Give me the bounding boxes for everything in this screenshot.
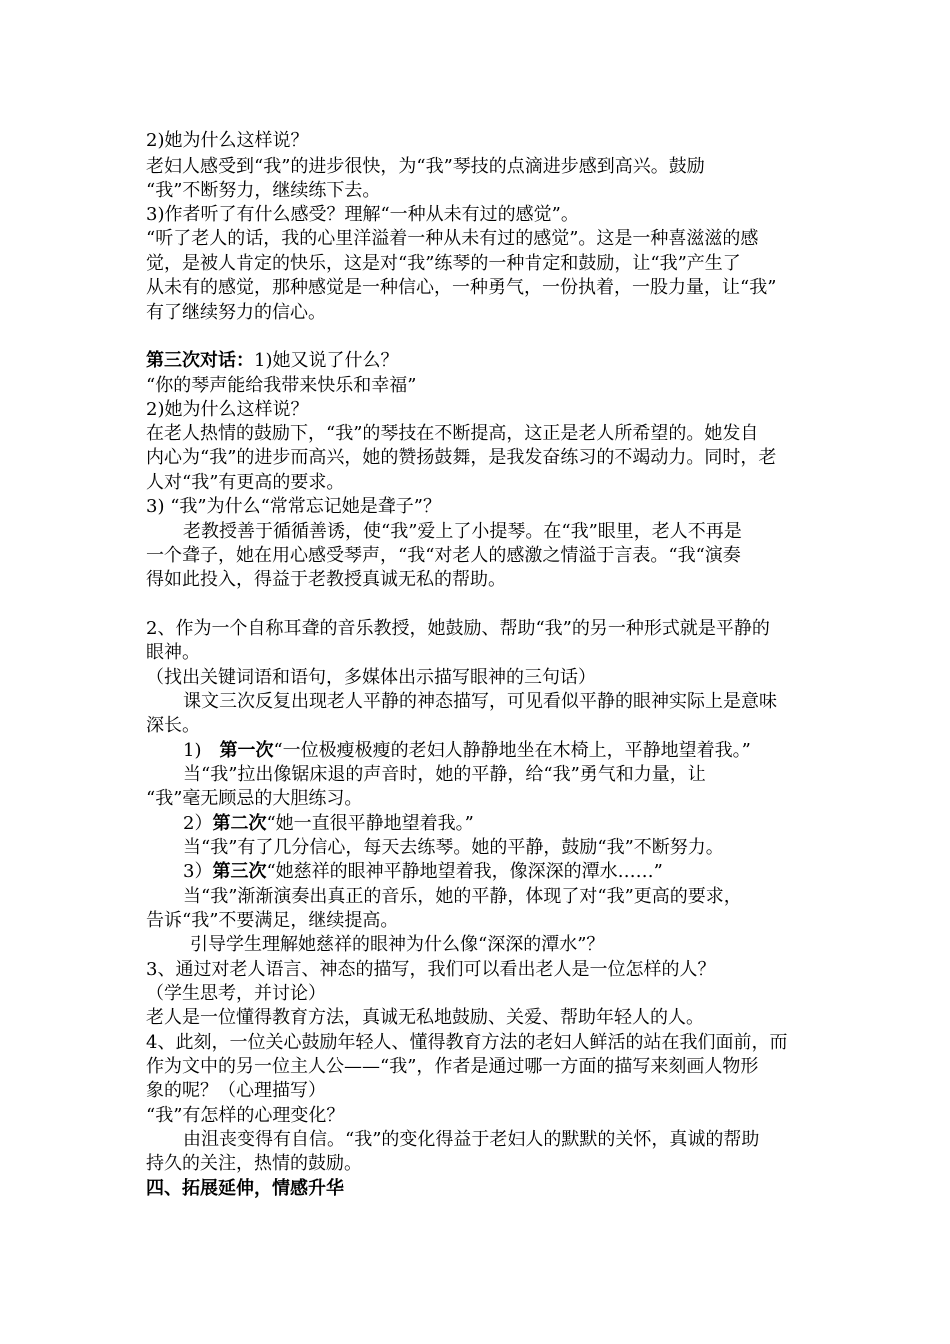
item-number: 3）: [183, 861, 213, 882]
numbered-item: [183, 739, 751, 763]
text-line: 老妇人感受到“我”的进步很快，为“我”琴技的点滴进步感到高兴。鼓励: [146, 156, 705, 177]
text-line: 告诉“我”不要满足，继续提高。: [146, 910, 399, 931]
text-line: 得如此投入，得益于老教授真诚无私的帮助。: [146, 569, 506, 590]
text-line: 内心为“我”的进步而高兴，她的赞扬鼓舞，是我发奋练习的不竭动力。同时，老: [146, 447, 777, 468]
text-line: 有了继续努力的信心。: [146, 302, 326, 323]
text-line: “听了老人的话，我的心里洋溢着一种从未有过的感觉”。这是一种喜滋滋的感: [146, 228, 759, 249]
text-line: “你的琴声能给我带来快乐和幸福”: [146, 375, 417, 396]
text-span: “她慈祥的眼神平静地望着我，像深深的潭水……”: [266, 861, 663, 882]
item-number: 2）: [183, 813, 213, 834]
text-line: 在老人热情的鼓励下，“我”的琴技在不断提高，这正是老人所希望的。她发自: [146, 423, 759, 444]
item-label: 第三次: [212, 861, 267, 882]
text-line: 一个聋子，她在用心感受琴声，“我“对老人的感激之情溢于言表。“我“演奏: [146, 545, 741, 566]
item-label: 第一次: [219, 740, 274, 761]
text-line: 3) “我”为什么“常常忘记她是聋子”？: [146, 496, 442, 517]
text-span: “一位极瘦极瘦的老妇人静静地坐在木椅上，平静地望着我。”: [273, 740, 751, 761]
text-line: 深长。: [146, 715, 200, 736]
item-number: 1): [183, 740, 220, 761]
text-line: 老人是一位懂得教育方法，真诚无私地鼓励、关爱、帮助年轻人的人。: [146, 1007, 704, 1028]
text-line: “我”不断努力，继续练下去。: [146, 180, 381, 201]
text-line: 觉，是被人肯定的快乐，这是对“我”练琴的一种肯定和鼓励，让“我”产生了: [146, 253, 741, 274]
numbered-item: [183, 860, 663, 884]
dialogue-heading-label: 第三次对话：: [146, 350, 254, 371]
text-line: 2)她为什么这样说？: [146, 399, 309, 420]
numbered-item: [183, 812, 474, 836]
text-line: 2、作为一个自称耳聋的音乐教授，她鼓励、帮助“我”的另一种形式就是平静的: [146, 618, 770, 639]
text-line: 作为文中的另一位主人公——“我”，作者是通过哪一方面的描写来刻画人物形: [146, 1056, 759, 1077]
text-line: 引导学生理解她慈祥的眼神为什么像“深深的潭水”？: [190, 934, 605, 955]
text-line: “我”有怎样的心理变化？: [146, 1105, 345, 1126]
text-span: 1)她又说了什么？: [254, 350, 399, 371]
text-line: 课文三次反复出现老人平静的神态描写，可见看似平静的眼神实际上是意味: [183, 691, 777, 712]
section-heading: 四、拓展延伸，情感升华: [146, 1178, 344, 1199]
text-line: 从未有的感觉，那种感觉是一种信心，一种勇气，一份执着，一股力量，让“我”: [146, 277, 777, 298]
text-line: 2)她为什么这样说？: [146, 130, 309, 151]
text-line: “我”毫无顾忌的大胆练习。: [146, 788, 363, 809]
text-line: 老教授善于循循善诱，使“我”爱上了小提琴。在“我”眼里，老人不再是: [183, 521, 742, 542]
text-line: 持久的关注，热情的鼓励。: [146, 1153, 362, 1174]
text-line: 3)作者听了有什么感受？理解“一种从未有过的感觉”。: [146, 204, 579, 225]
text-line: 4、此刻，一位关心鼓励年轻人、懂得教育方法的老妇人鲜活的站在我们面前，而: [146, 1032, 788, 1053]
text-line: 象的呢？（心理描写）: [146, 1080, 326, 1101]
item-label: 第二次: [212, 813, 267, 834]
text-line: 人对“我”有更高的要求。: [146, 472, 345, 493]
text-line: 当“我”渐渐演奏出真正的音乐，她的平静，体现了对“我”更高的要求，: [183, 886, 742, 907]
text-span: “她一直很平静地望着我。”: [266, 813, 474, 834]
text-line: 眼神。: [146, 642, 200, 663]
text-line: 当“我”有了几分信心，每天去练琴。她的平静，鼓励“我”不断努力。: [183, 837, 724, 858]
text-line: 当“我”拉出像锯床退的声音时，她的平静，给“我”勇气和力量，让: [183, 764, 706, 785]
text-line: （学生思考，并讨论）: [146, 983, 326, 1004]
dialogue-heading-line: [146, 349, 398, 373]
text-line: （找出关键词语和语句，多媒体出示描写眼神的三句话）: [146, 667, 596, 688]
text-line: 3、通过对老人语言、神态的描写，我们可以看出老人是一位怎样的人？: [146, 959, 716, 980]
text-line: 由沮丧变得有自信。“我”的变化得益于老妇人的默默的关怀，真诚的帮助: [183, 1129, 760, 1150]
